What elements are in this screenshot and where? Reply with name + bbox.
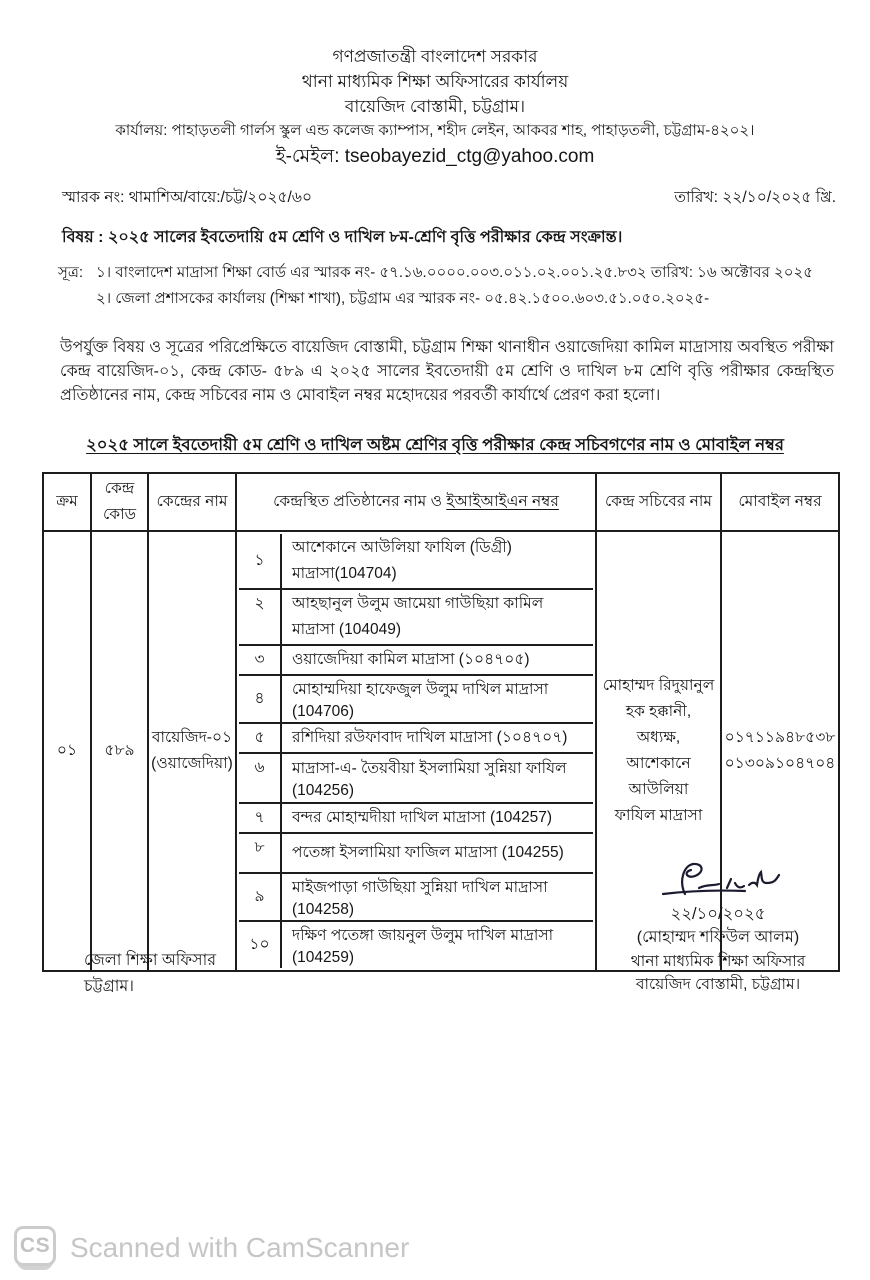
reference-item	[58, 260, 830, 286]
memo-row	[62, 185, 836, 211]
institution-row	[239, 833, 593, 873]
institution-name: ওয়াজেদিয়া কামিল মাদ্রাসা (১০৪৭০৫)	[281, 645, 593, 675]
body-paragraph: উপর্যুক্ত বিষয় ও সূত্রের পরিপ্রেক্ষিতে বায়েজিদ বোস্তামী, চট্টগ্রাম শিক্ষা থানাধীন ওয়াজেদিয়া কামিল মাদ্রাসায় অবস্থিত পরীক্ষা কেন্দ্র বায়েজিদ-০১, কেন্দ্র কোড- ৫৮৯ এ ২০২৫ সালের ইবতেদায়ী ৫ম শ্রেণি ও দাখিল ৮ম শ্রেণি বৃত্তি পরীক্ষার কেন্দ্রস্থিত প্রতিষ্ঠানের নাম, কেন্দ্র সচিবের নাম ও মোবাইল নম্বর মহোদয়ের পরবর্তী কার্যার্থে প্রেরণ করা হলো।	[60, 339, 834, 404]
institution-name: পতেঙ্গা ইসলামিয়া ফাজিল মাদ্রাসা (104255)	[281, 833, 593, 873]
signature-scribble-icon	[633, 858, 803, 902]
signature-block	[596, 858, 840, 996]
office-location-line: বায়েজিদ বোস্তামী, চট্টগ্রাম।	[344, 97, 526, 116]
institution-row	[239, 589, 593, 645]
government-line: গণপ্রজাতন্ত্রী বাংলাদেশ সরকার	[332, 47, 538, 66]
institution-name: মাইজপাড়া গাউছিয়া সুন্নিয়া দাখিল মাদ্রাসা (104258)	[281, 873, 593, 921]
header-institutions: কেন্দ্রস্থিত প্রতিষ্ঠানের নাম ও ইআইআইএন নম্বর	[236, 473, 596, 531]
institution-name: বন্দর মোহাম্মদীয়া দাখিল মাদ্রাসা (104257)	[281, 803, 593, 833]
memo-date: তারিখ: ২২/১০/২০২৫ খ্রি.	[674, 189, 836, 206]
camscanner-logo-box: CS	[14, 1226, 56, 1266]
reference-label: সূত্র:	[58, 264, 84, 281]
institution-sl: ৬	[239, 753, 281, 803]
institution-sl: ৭	[239, 803, 281, 833]
header-serial: ক্রম	[43, 473, 91, 531]
institution-name: মাদ্রাসা-এ- তৈয়বীয়া ইসলামিয়া সুন্নিয়া ফাযিল (104256)	[281, 753, 593, 803]
reference-text-2: ২। জেলা প্রশাসকের কার্যালয় (শিক্ষা শাখা), চট্টগ্রাম এর স্মারক নং- ০৫.৪২.১৫০০.৬০৩.৫১.০৫০.২০২৫-	[96, 290, 710, 307]
institution-row	[239, 645, 593, 675]
signatory-title: থানা মাধ্যমিক শিক্ষা অফিসার	[630, 953, 806, 970]
institution-sl: ২	[239, 589, 281, 645]
signatory-name: (মোহাম্মদ শফিউল আলম)	[636, 929, 800, 946]
cell-serial: ০১	[43, 531, 91, 971]
table-header-row	[43, 473, 839, 531]
cell-center-code: ৫৮৯	[91, 531, 148, 971]
institution-name: আহছানুল উলুম জামেয়া গাউছিয়া কামিল মাদ্রাসা (104049)	[281, 589, 593, 645]
distribution-line-2: চট্টগ্রাম।	[84, 978, 134, 995]
institution-row	[239, 675, 593, 723]
cell-institutions	[236, 531, 596, 971]
institution-name: আশেকানে আউলিয়া ফাযিল (ডিগ্রী) মাদ্রাসা(104704)	[281, 534, 593, 589]
institution-sl: ৩	[239, 645, 281, 675]
header-mobile: মোবাইল নম্বর	[721, 473, 839, 531]
header-secretary: কেন্দ্র সচিবের নাম	[596, 473, 721, 531]
institution-sl: ৫	[239, 723, 281, 753]
signatory-office: বায়েজিদ বোস্তামী, চট্টগ্রাম।	[635, 976, 801, 993]
reference-item	[58, 286, 830, 312]
camscanner-watermark-text: Scanned with CamScanner	[70, 1232, 410, 1263]
institution-row	[239, 921, 593, 968]
letterhead	[0, 0, 870, 171]
header-center-name: কেন্দ্রের নাম	[148, 473, 236, 531]
reference-text-1: ১। বাংলাদেশ মাদ্রাসা শিক্ষা বোর্ড এর স্মারক নং- ৫৭.১৬.০০০০.০০৩.০১১.০২.০০১.২৫.৮৩২ তারিখ: ১৬ অক্টোবর ২০২৫	[96, 264, 814, 281]
institution-sl: ১০	[239, 921, 281, 968]
distribution-block	[84, 948, 216, 1000]
institution-row	[239, 803, 593, 833]
institution-name: রশিদিয়া রউফাবাদ দাখিল মাদ্রাসা (১০৪৭০৭)	[281, 723, 593, 753]
institution-name: মোহাম্মদিয়া হাফেজুল উলুম দাখিল মাদ্রাসা (104706)	[281, 675, 593, 723]
cell-mobile: ০১৭১১৯৪৮৫৩৮ ০১৩০৯১০৪৭০৪	[721, 531, 839, 971]
institutions-subtable	[239, 534, 593, 968]
office-name-line: থানা মাধ্যমিক শিক্ষা অফিসারের কার্যালয়	[301, 72, 569, 91]
institution-row	[239, 753, 593, 803]
table-title: ২০২৫ সালে ইবতেদায়ী ৫ম শ্রেণি ও দাখিল অষ্টম শ্রেণির বৃত্তি পরীক্ষার কেন্দ্র সচিবগণের নাম ও মোবাইল নম্বর	[86, 436, 784, 454]
institution-row	[239, 723, 593, 753]
institution-name: দক্ষিণ পতেঙ্গা জায়নুল উলুম দাখিল মাদ্রাসা (104259)	[281, 921, 593, 968]
reference-list	[58, 260, 830, 312]
memo-number: স্মারক নং: থামাশিঅ/বায়ে:/চট্ট/২০২৫/৬০	[62, 189, 313, 206]
header-center-code: কেন্দ্র কোড	[91, 473, 148, 531]
camscanner-logo-icon	[14, 1226, 56, 1270]
institution-row	[239, 534, 593, 589]
institution-sl: ৪	[239, 675, 281, 723]
distribution-line-1: জেলা শিক্ষা অফিসার	[84, 952, 217, 969]
cell-secretary: মোহাম্মদ রিদুয়ানুল হক হক্কানী, অধ্যক্ষ, আশেকানে আউলিয়া ফাযিল মাদ্রাসা	[596, 531, 721, 971]
institution-sl: ৮	[239, 833, 281, 873]
office-email-line: ই-মেইল: tseobayezid_ctg@yahoo.com	[275, 146, 595, 167]
signature-date: ২২/১০/২০২৫	[670, 905, 766, 923]
subject-line: বিষয় : ২০২৫ সালের ইবতেদায়ি ৫ম শ্রেণি ও দাখিল ৮ম-শ্রেণি বৃত্তি পরীক্ষার কেন্দ্র সংক্রান্ত।	[62, 229, 623, 246]
institution-row	[239, 873, 593, 921]
camscanner-footer	[14, 1226, 409, 1270]
cell-center-name: বায়েজিদ-০১ (ওয়াজেদিয়া)	[148, 531, 236, 971]
institution-sl: ৯	[239, 873, 281, 921]
institution-sl: ১	[239, 534, 281, 589]
office-address-line: কার্যালয়: পাহাড়তলী গার্লস স্কুল এন্ড কলেজ ক্যাম্পাস, শহীদ লেইন, আকবর শাহ, পাহাড়তলী, চট্টগ্রাম-৪২০২।	[115, 122, 755, 139]
